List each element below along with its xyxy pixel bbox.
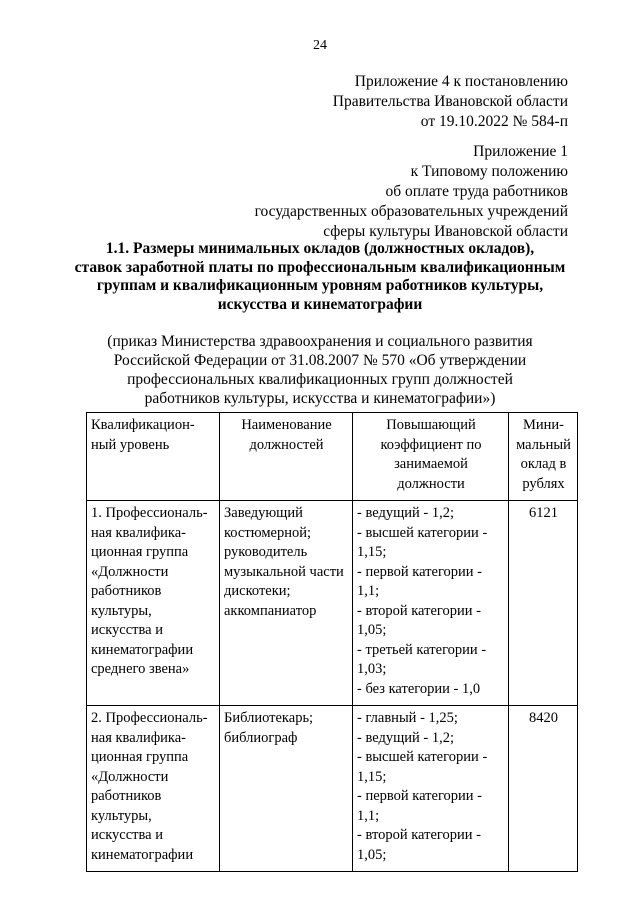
cell-line: - второй категории -: [357, 827, 481, 843]
header-line: оклад в: [520, 456, 567, 472]
appendix-1-line: государственных образовательных учреждений: [254, 203, 568, 220]
cell-line: культуры,: [91, 807, 152, 824]
source-reference-line: Российской Федерации от 31.08.2007 № 570 «Об утверждении: [113, 352, 527, 369]
appendix-1-line: к Типовому положению: [410, 163, 568, 180]
cell-line: костюмерной;: [224, 524, 311, 541]
cell-minimum-salary: 8420: [509, 706, 578, 872]
header-line: мальный: [516, 436, 571, 453]
cell-line: аккомпаниатор: [224, 602, 317, 619]
cell-line: ная квалифика-: [91, 524, 186, 541]
cell-line: 1,05;: [357, 846, 387, 863]
cell-coefficients: [353, 706, 509, 872]
cell-line: ционная группа: [91, 749, 189, 765]
appendix-1-line: сферы культуры Ивановской области: [323, 223, 568, 240]
cell-line: Библиотекарь;: [224, 710, 314, 726]
cell-line: - второй категории -: [357, 602, 481, 619]
header-line: ный уровень: [91, 436, 170, 453]
header-line: занимаемой: [394, 456, 468, 472]
cell-line: кинематографии: [91, 641, 194, 658]
cell-line: 2. Профессиональ-: [91, 710, 208, 726]
cell-qualification-group: [87, 501, 220, 706]
cell-line: 1,03;: [357, 661, 387, 677]
salary-table-container: [86, 412, 577, 863]
header-line: Квалификацион-: [91, 417, 195, 433]
section-title-line: 1.1. Размеры минимальных окладов (должностных окладов),: [105, 240, 535, 257]
header-positions: [220, 413, 353, 501]
cell-line: дискотеки;: [224, 583, 291, 599]
cell-line: искусства и: [91, 827, 163, 843]
cell-line: музыкальной части: [224, 563, 344, 580]
appendix-4-line: Правительства Ивановской области: [332, 93, 568, 110]
appendix-1-line: Приложение 1: [473, 143, 568, 160]
header-line: Наименование: [241, 417, 332, 433]
cell-line: - первой категории -: [357, 788, 482, 804]
appendix-4-line: Приложение 4 к постановлению: [354, 73, 568, 90]
header-line: должностей: [249, 436, 324, 453]
cell-line: 1,1;: [357, 583, 380, 599]
header-line: Мини-: [522, 417, 564, 433]
salary-table: [86, 412, 578, 872]
cell-line: работников: [91, 788, 162, 804]
cell-line: библиограф: [224, 729, 298, 746]
cell-line: - первой категории -: [357, 563, 482, 580]
source-reference: [60, 332, 580, 408]
appendix-1-line: об оплате труда работников: [385, 183, 568, 200]
cell-line: искусства и: [91, 622, 163, 638]
header-coefficient: [353, 413, 509, 501]
cell-line: 1,1;: [357, 807, 380, 824]
cell-line: 1,15;: [357, 544, 387, 560]
section-title-line: искусства и кинематографии: [217, 295, 423, 313]
cell-line: кинематографии: [91, 846, 194, 863]
header-line: рублях: [522, 475, 565, 492]
cell-line: 1. Профессиональ-: [91, 505, 208, 521]
cell-line: культуры,: [91, 602, 152, 619]
cell-line: «Должности: [91, 563, 169, 580]
cell-line: - высшей категории -: [357, 524, 488, 541]
source-reference-line: профессиональных квалификационных групп должностей: [127, 371, 513, 388]
page-number: 24: [313, 38, 327, 53]
cell-minimum-salary: 6121: [509, 501, 578, 706]
header-qualification-level: [87, 413, 220, 501]
cell-coefficients: [353, 501, 509, 706]
section-title-line: группам и квалификационным уровням работников культуры,: [96, 277, 544, 294]
cell-line: - третьей категории -: [357, 641, 487, 658]
appendix-1-header: [255, 142, 568, 242]
source-reference-line: (приказ Министерства здравоохранения и социального развития: [107, 333, 533, 350]
cell-line: - ведущий - 1,2;: [357, 505, 455, 521]
cell-line: - ведущий - 1,2;: [357, 729, 455, 746]
cell-line: работников: [91, 583, 162, 599]
cell-positions: [220, 501, 353, 706]
cell-line: среднего звена»: [91, 661, 190, 677]
header-line: Повышающий: [386, 417, 476, 433]
cell-qualification-group: [87, 706, 220, 872]
header-line: должности: [397, 475, 465, 492]
header-line: коэффициент по: [380, 436, 482, 453]
cell-line: 1,15;: [357, 768, 387, 785]
cell-line: 1,05;: [357, 622, 387, 638]
source-reference-line: работников культуры, искусства и кинематографии»): [144, 390, 496, 407]
cell-line: Заведующий: [224, 505, 303, 521]
cell-line: ная квалифика-: [91, 729, 186, 746]
cell-line: руководитель: [224, 544, 308, 560]
cell-line: - главный - 1,25;: [357, 710, 458, 726]
table-row: [87, 706, 578, 872]
appendix-4-line: от 19.10.2022 № 584-п: [420, 113, 568, 130]
section-title-line: ставок заработной платы по профессиональным квалификационным: [74, 258, 566, 276]
cell-line: «Должности: [91, 768, 169, 785]
section-title: [60, 240, 580, 314]
table-row: [87, 501, 578, 706]
header-minimum-salary: [509, 413, 578, 501]
cell-positions: [220, 706, 353, 872]
cell-line: ционная группа: [91, 544, 189, 560]
cell-line: - без категории - 1,0: [357, 680, 481, 697]
appendix-4-header: [333, 72, 568, 132]
table-header-row: [87, 413, 578, 501]
cell-line: - высшей категории -: [357, 749, 488, 765]
